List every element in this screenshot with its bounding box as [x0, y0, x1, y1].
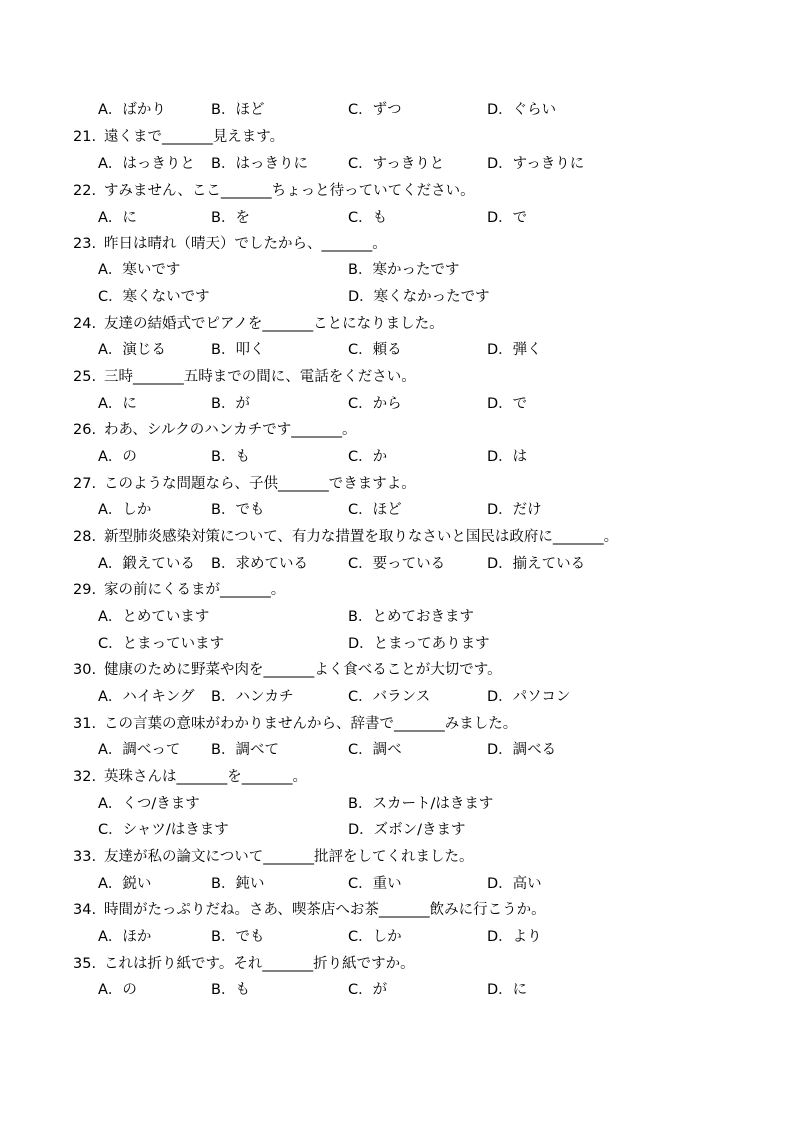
option-b: B．鈍い: [211, 876, 265, 892]
question-stem: 英珠さんは_______を_______。: [104, 769, 307, 785]
question-number: 25.: [73, 369, 97, 385]
question-stem: わあ、シルクのハンカチです_______。: [104, 422, 357, 438]
option-b: B．でも: [211, 502, 265, 518]
option-a: A．鍛えている: [98, 556, 195, 572]
option-c: C．か: [348, 449, 388, 465]
question-number: 24.: [73, 316, 97, 332]
option-b: B．ハンカチ: [211, 689, 294, 705]
question-stem: 昨日は晴れ（晴天）でしたから、_______。: [104, 236, 387, 252]
option-c: C．バランス: [348, 689, 431, 705]
option-d: D．とまってあります: [348, 636, 490, 652]
option-d: D．高い: [487, 876, 542, 892]
option-a: A．ほか: [98, 929, 152, 945]
option-c: C．頼る: [348, 342, 402, 358]
option-d: D．寒くなかったです: [348, 289, 490, 305]
question-number: 27.: [73, 476, 97, 492]
option-d: D．は: [487, 449, 528, 465]
option-a: A．の: [98, 449, 137, 465]
question-number: 35.: [73, 956, 97, 972]
question-stem: 健康のために野菜や肉を_______よく食べることが大切です。: [104, 662, 502, 678]
option-a: A．演じる: [98, 342, 166, 358]
option-c: C．調べ: [348, 742, 402, 758]
option-c: C．も: [348, 210, 388, 226]
option-d: D．より: [487, 929, 542, 945]
option-b: B．でも: [211, 929, 265, 945]
option-b: B．ほど: [211, 102, 265, 118]
question-stem: 友達の結婚式でピアノを_______ことになりました。: [104, 316, 444, 332]
option-d: D．だけ: [487, 502, 542, 518]
option-c: C．とまっています: [98, 636, 225, 652]
option-c: C．シャツ/はきます: [98, 822, 229, 838]
option-d: D．パソコン: [487, 689, 571, 705]
option-a: A．はっきりと: [98, 156, 195, 172]
question-stem: このような問題なら、子供_______できますよ。: [104, 476, 416, 492]
option-d: D．調べる: [487, 742, 557, 758]
option-c: C．しか: [348, 929, 402, 945]
option-c: C．から: [348, 396, 402, 412]
question-stem: 新型肺炎感染対策について、有力な措置を取りなさいと国民は政府に_______。: [104, 529, 619, 545]
option-c: C．寒くないです: [98, 289, 210, 305]
question-number: 31.: [73, 716, 97, 732]
question-number: 28.: [73, 529, 97, 545]
option-a: A．に: [98, 210, 137, 226]
option-b: B．はっきりに: [211, 156, 308, 172]
option-a: A．寒いです: [98, 262, 181, 278]
option-a: A．くつ/きます: [98, 796, 200, 812]
option-c: C．要っている: [348, 556, 446, 572]
option-b: B．寒かったです: [348, 262, 460, 278]
option-a: A．調べって: [98, 742, 181, 758]
option-c: C．ほど: [348, 502, 402, 518]
option-c: C．重い: [348, 876, 402, 892]
option-d: D．ぐらい: [487, 102, 557, 118]
option-b: B．が: [211, 396, 250, 412]
option-d: D．すっきりに: [487, 156, 585, 172]
option-b: B．求めている: [211, 556, 308, 572]
option-a: A．とめています: [98, 609, 210, 625]
question-number: 21.: [73, 129, 97, 145]
question-stem: この言葉の意味がわかりませんから、辞書で_______みました。: [104, 716, 518, 732]
question-number: 29.: [73, 582, 97, 598]
question-number: 34.: [73, 902, 97, 918]
option-a: A．ばかり: [98, 102, 166, 118]
option-a: A．の: [98, 982, 137, 998]
question-number: 33.: [73, 849, 97, 865]
question-stem: 家の前にくるまが_______。: [104, 582, 286, 598]
option-b: B．も: [211, 449, 250, 465]
option-c: C．が: [348, 982, 388, 998]
option-c: C．すっきりと: [348, 156, 445, 172]
option-a: A．に: [98, 396, 137, 412]
question-stem: これは折り紙です。それ_______折り紙ですか。: [104, 956, 415, 972]
question-stem: すみません、ここ_______ちょっと待っていてください。: [104, 183, 475, 199]
option-c: C．ずつ: [348, 102, 402, 118]
question-number: 22.: [73, 183, 97, 199]
option-d: D．で: [487, 396, 528, 412]
option-a: A．ハイキング: [98, 689, 195, 705]
option-b: B．スカート/はきます: [348, 796, 494, 812]
option-d: D．揃えている: [487, 556, 586, 572]
option-b: B．を: [211, 210, 250, 226]
option-b: B．とめておきます: [348, 609, 474, 625]
question-stem: 三時_______五時までの間に、電話をください。: [104, 369, 416, 385]
option-a: A．鋭い: [98, 876, 152, 892]
question-number: 23.: [73, 236, 97, 252]
question-stem: 遠くまで_______見えます。: [104, 129, 285, 145]
option-d: D．ズボン/きます: [348, 822, 466, 838]
option-d: D．で: [487, 210, 528, 226]
question-number: 32.: [73, 769, 97, 785]
option-b: B．叩く: [211, 342, 265, 358]
question-stem: 友達が私の論文について_______批評をしてくれました。: [104, 849, 474, 865]
question-number: 26.: [73, 422, 97, 438]
option-a: A．しか: [98, 502, 152, 518]
question-stem: 時間がたっぷりだね。さあ、喫茶店へお茶_______飲みに行こうか。: [104, 902, 546, 918]
question-number: 30.: [73, 662, 97, 678]
option-b: B．調べて: [211, 742, 279, 758]
option-d: D．弾く: [487, 342, 542, 358]
option-b: B．も: [211, 982, 250, 998]
option-d: D．に: [487, 982, 528, 998]
